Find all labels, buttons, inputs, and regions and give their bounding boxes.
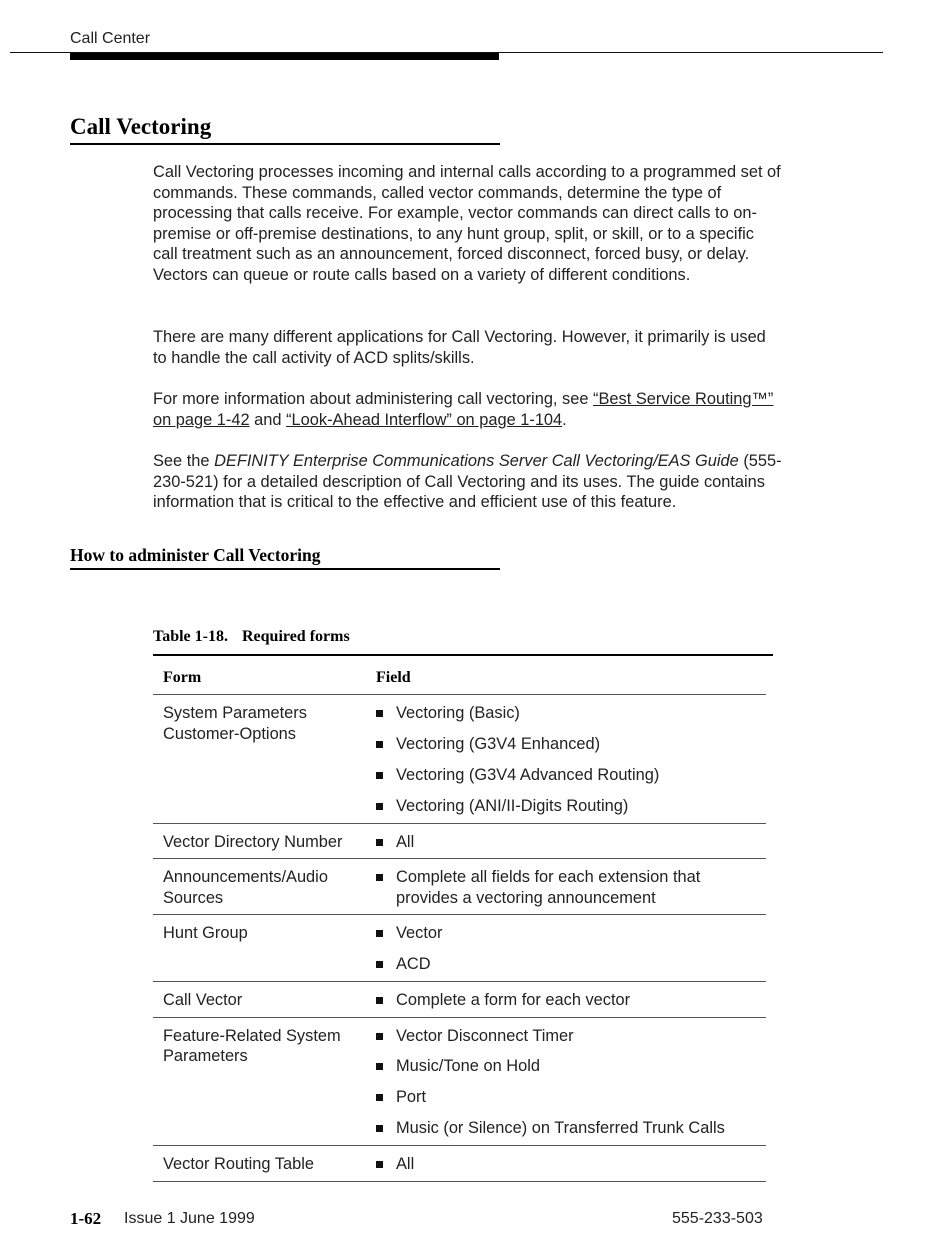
field-list xyxy=(376,867,766,908)
subsection-title: How to administer Call Vectoring xyxy=(70,545,321,565)
section-title: Call Vectoring xyxy=(70,114,212,139)
field-name: Vector xyxy=(396,924,443,943)
field-cell xyxy=(366,695,766,824)
square-bullet-icon xyxy=(376,997,383,1004)
field-list-item xyxy=(376,1056,766,1077)
square-bullet-icon xyxy=(376,874,383,881)
square-bullet-icon xyxy=(376,1125,383,1132)
guide-text-rest: (555-230-521) for a detailed description of Call Vectoring and its uses. The guide contains information that is critical to the effective and efficient use of this feature. xyxy=(153,452,782,512)
field-name: Complete all fields for each extension that provides a vectoring announcement xyxy=(396,868,701,907)
field-list-item xyxy=(376,703,766,724)
field-cell xyxy=(366,981,766,1017)
header-thick-rule xyxy=(70,53,499,60)
field-list-item xyxy=(376,867,766,908)
field-name: Vector Disconnect Timer xyxy=(396,1026,574,1045)
square-bullet-icon xyxy=(376,1063,383,1070)
field-name: ACD xyxy=(396,955,431,974)
more-info-period: . xyxy=(562,410,567,429)
form-cell: Announcements/Audio Sources xyxy=(153,859,366,915)
field-list-item xyxy=(376,1087,766,1108)
table-body xyxy=(153,695,766,1182)
square-bullet-icon xyxy=(376,839,383,846)
guide-paragraph xyxy=(153,451,783,513)
page-number: 1-62 xyxy=(70,1209,102,1228)
field-list-item xyxy=(376,832,766,853)
intro-paragraph: Call Vectoring processes incoming and internal calls according to a programmed set of commands. These commands, called vector commands, determine the type of processing that calls receive. For example, vector commands can direct calls to on-premise or off-premise destinations, to any hunt group, split, or skill, or to a specific call treatment such as an announcement, forced disconnect, forced busy, or delay. Vectors can queue or route calls based on a variety of different conditions. xyxy=(153,163,781,284)
required-forms-table xyxy=(153,665,766,1182)
form-cell: Feature-Related System Parameters xyxy=(153,1017,366,1146)
look-ahead-interflow-link[interactable]: “Look-Ahead Interflow” on page 1-104 xyxy=(286,410,563,429)
field-list-item xyxy=(376,954,766,975)
field-list-item xyxy=(376,734,766,755)
form-cell: Hunt Group xyxy=(153,915,366,982)
field-name: All xyxy=(396,1155,415,1174)
field-name: Music (or Silence) on Transferred Trunk Calls xyxy=(396,1119,725,1138)
field-name: Vectoring (G3V4 Enhanced) xyxy=(396,734,601,753)
square-bullet-icon xyxy=(376,961,383,968)
form-cell: Vector Routing Table xyxy=(153,1146,366,1182)
guide-text-lead: See the xyxy=(153,452,215,470)
field-cell xyxy=(366,915,766,982)
best-service-routing-link[interactable]: “Best Service Routing™” on page 1-42 xyxy=(153,390,774,429)
square-bullet-icon xyxy=(376,741,383,748)
field-name: Vectoring (G3V4 Advanced Routing) xyxy=(396,765,660,784)
table-top-rule xyxy=(153,654,773,656)
field-list-item xyxy=(376,765,766,786)
field-cell xyxy=(366,859,766,915)
field-name: Port xyxy=(396,1088,427,1107)
form-cell: Vector Directory Number xyxy=(153,823,366,859)
field-list-item xyxy=(376,1118,766,1139)
table-row xyxy=(153,915,766,982)
section-title-rule xyxy=(70,143,500,145)
table-caption-title: Required forms xyxy=(241,628,350,645)
more-info-conjunction: and xyxy=(249,410,287,429)
field-list-item xyxy=(376,796,766,817)
field-list-item xyxy=(376,1026,766,1047)
field-list xyxy=(376,990,766,1011)
field-cell xyxy=(366,823,766,859)
form-cell: System Parameters Customer-Options xyxy=(153,695,366,824)
form-column-header: Form xyxy=(153,665,366,695)
issue-date: Issue 1 June 1999 xyxy=(124,1210,255,1227)
guide-title: DEFINITY Enterprise Communications Server Call Vectoring/EAS Guide xyxy=(214,452,739,470)
field-list-item xyxy=(376,1154,766,1175)
running-header: Call Center xyxy=(70,30,151,47)
square-bullet-icon xyxy=(376,803,383,810)
form-cell: Call Vector xyxy=(153,981,366,1017)
field-name: All xyxy=(396,832,415,851)
table-row xyxy=(153,695,766,824)
document-number: 555-233-503 xyxy=(672,1210,763,1227)
table-row xyxy=(153,823,766,859)
table-caption xyxy=(153,628,350,646)
applications-paragraph: There are many different applications for Call Vectoring. However, it primarily is used to handle the call activity of ACD splits/skills. xyxy=(153,328,766,367)
field-name: Vectoring (Basic) xyxy=(396,704,520,722)
square-bullet-icon xyxy=(376,1094,383,1101)
field-name: Music/Tone on Hold xyxy=(396,1057,540,1076)
field-name: Complete a form for each vector xyxy=(396,990,631,1009)
square-bullet-icon xyxy=(376,930,383,937)
more-info-text: For more information about administering call vectoring, see xyxy=(153,390,594,408)
field-cell xyxy=(366,1017,766,1146)
field-list xyxy=(376,1026,766,1140)
square-bullet-icon xyxy=(376,1033,383,1040)
table-row xyxy=(153,859,766,915)
field-column-header: Field xyxy=(366,665,766,695)
square-bullet-icon xyxy=(376,710,383,717)
table-row xyxy=(153,1146,766,1182)
subsection-title-rule xyxy=(70,568,500,570)
table-row xyxy=(153,981,766,1017)
square-bullet-icon xyxy=(376,1161,383,1168)
square-bullet-icon xyxy=(376,772,383,779)
table-header-row xyxy=(153,665,766,695)
field-list xyxy=(376,832,766,853)
field-list xyxy=(376,923,766,975)
field-list-item xyxy=(376,923,766,944)
table-row xyxy=(153,1017,766,1146)
field-cell xyxy=(366,1146,766,1182)
field-list xyxy=(376,703,766,817)
field-list-item xyxy=(376,990,766,1011)
table-caption-number: Table 1-18. xyxy=(153,628,228,645)
field-name: Vectoring (ANI/II-Digits Routing) xyxy=(396,796,629,815)
field-list xyxy=(376,1154,766,1175)
more-info-paragraph xyxy=(153,389,783,430)
